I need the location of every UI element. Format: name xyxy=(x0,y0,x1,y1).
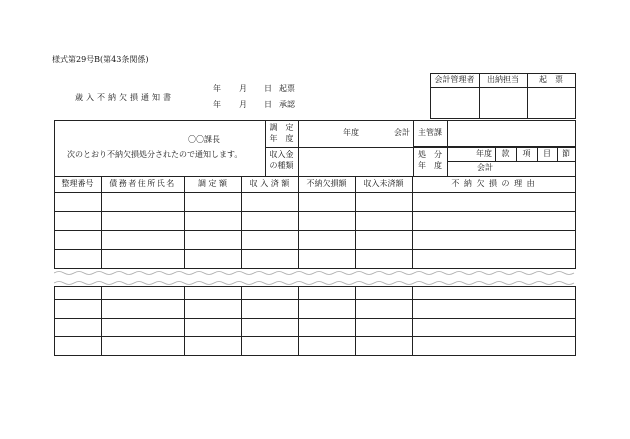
draft-label: 起票 xyxy=(279,84,295,93)
month-label: 月 xyxy=(239,84,247,93)
column-header: 不納欠損額 xyxy=(306,179,347,188)
day-label: 日 xyxy=(264,100,272,109)
approver-drafter: 起 票 xyxy=(539,75,563,84)
document-title: 歳入不納欠損通知書 xyxy=(75,93,174,102)
column-header: 収入未済額 xyxy=(363,179,404,188)
column-header: 整理番号 xyxy=(61,179,94,188)
disposal-year-label-2: 年 度 xyxy=(418,161,442,170)
column-header: 債務者住所氏名 xyxy=(109,179,176,188)
budget-account-label: 会計 xyxy=(477,163,493,172)
revenue-type-label-1: 収入金 xyxy=(269,150,294,159)
notice-text: 次のとおり不納欠損処分されたので通知します。 xyxy=(67,150,243,159)
approval-label: 承認 xyxy=(279,100,295,109)
supervising-dept-label: 主管課 xyxy=(418,128,442,137)
budget-kan-label: 款 xyxy=(501,149,510,158)
tear-line-top xyxy=(54,270,576,276)
budget-moku-label: 目 xyxy=(543,149,551,158)
addressee: 〇〇課長 xyxy=(188,135,220,144)
budget-year-label: 年度 xyxy=(476,149,492,158)
day-label: 日 xyxy=(264,84,272,93)
column-header: 不 納 欠 損 の 理 由 xyxy=(451,179,536,188)
assessment-account-unit: 会計 xyxy=(394,128,410,137)
year-label: 年 xyxy=(213,100,221,109)
disposal-year-label-1: 処 分 xyxy=(418,150,442,159)
column-header: 収 入 済 額 xyxy=(249,179,290,188)
assessment-year-unit: 年度 xyxy=(343,128,359,137)
month-label: 月 xyxy=(239,100,247,109)
budget-setsu-label: 節 xyxy=(562,149,570,158)
assessment-year-label-1: 調 定 xyxy=(269,123,294,132)
year-label: 年 xyxy=(213,84,221,93)
form-id: 様式第29号B(第43条関係) xyxy=(52,55,149,64)
budget-kou-label: 項 xyxy=(522,149,531,158)
column-header: 調 定 額 xyxy=(197,179,228,188)
assessment-year-label-2: 年 度 xyxy=(269,134,294,143)
approver-cashier: 出納担当 xyxy=(487,75,519,84)
revenue-type-label-2: の種類 xyxy=(269,161,294,170)
approver-treasurer: 会計管理者 xyxy=(434,75,475,84)
